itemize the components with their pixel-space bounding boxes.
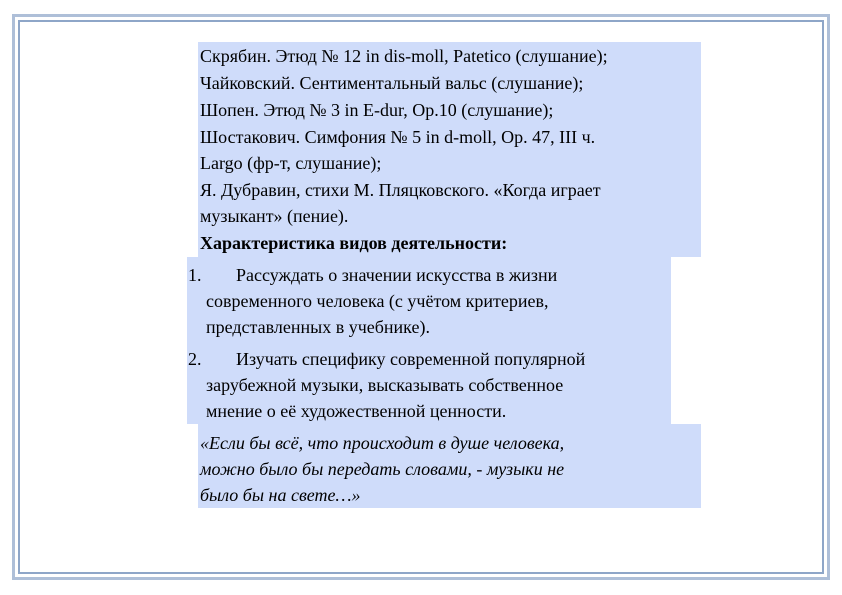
- text-line: Шопен. Этюд № 3 in E-dur, Op.10 (слушание);: [200, 100, 554, 120]
- list-item-line: современного человека (с учётом критериев,: [206, 291, 549, 311]
- list-item-line: мнение о её художественной ценности.: [206, 401, 507, 421]
- text-line: музыкант» (пение).: [200, 206, 349, 226]
- list-item-line: Рассуждать о значении искусства в жизни: [236, 265, 558, 285]
- list-number: 1.: [188, 265, 202, 285]
- text-line: Я. Дубравин, стихи М. Пляцковского. «Когда играет: [200, 180, 601, 200]
- quote-line: «Если бы всё, что происходит в душе человека,: [200, 433, 565, 453]
- text-line: Largo (фр-т, слушание);: [200, 153, 382, 173]
- text-line: Шостакович. Симфония № 5 in d-moll, Op. 47, III ч.: [200, 127, 596, 147]
- quote-line: можно было бы передать словами, - музыки не: [200, 459, 565, 479]
- list-item-line: представленных в учебнике).: [206, 317, 430, 337]
- list-item-line: Изучать специфику современной популярной: [236, 349, 586, 369]
- quote-line: было бы на свете…»: [200, 485, 361, 505]
- list-item-line: зарубежной музыки, высказывать собственное: [206, 375, 564, 395]
- activities-heading: Характеристика видов деятельности:: [200, 233, 508, 253]
- list-number: 2.: [188, 349, 202, 369]
- text-line: Скрябин. Этюд № 12 in dis-moll, Patetico (слушание);: [200, 46, 608, 66]
- text-line: Чайковский. Сентиментальный вальс (слушание);: [200, 73, 584, 93]
